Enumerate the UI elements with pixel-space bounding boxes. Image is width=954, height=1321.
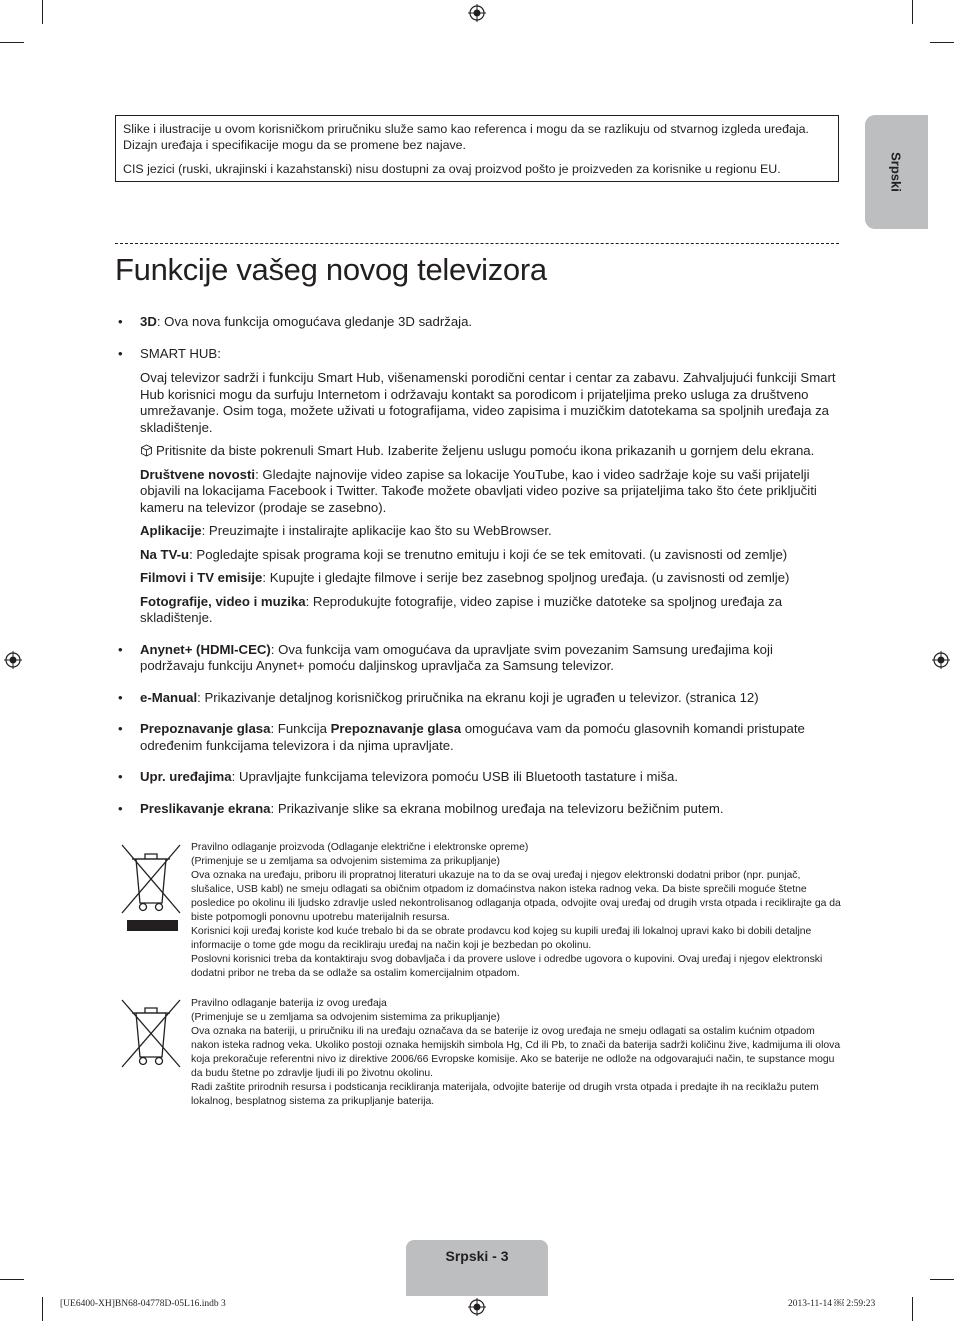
weee-text: Radi zaštite prirodnih resursa i podsticanja recikliranja materijala, odvojite baterije od drugih vrsta otpada i predajte ih na reciklažu putem lokalnog, besplatnog sistema za prikupljanje baterija. <box>191 1082 819 1107</box>
weee-subtitle: (Primenjuje se u zemljama sa odvojenim sistemima za prikupljanje) <box>191 856 500 867</box>
weee-text: Ova oznaka na uređaju, priboru ili propratnoj literaturi ukazuje na to da se ovaj uređaj i njegov elektronski dodatni pribor (npr. punjač, slušalice, USB kabl) ne smeju odlagati sa običnim otpadom iz domaćinstva nakon isteka radnog veka. Da biste sprečili moguće štetne posledice po okolinu ili ljudsko zdravlje usled nekontrolisanog odlaganja otpada, odvojite ovaj uređaj od drugih vrsta otpada i reciklirajte ga da biste potpomogli ponovnu upotrebu materijalnih resursa. <box>191 870 841 923</box>
page-title: Funkcije vašeg novog televizora <box>115 252 547 287</box>
feature-text: : Ova nova funkcija omogućava gledanje 3D sadržaja. <box>156 314 473 329</box>
feature-label: Upr. uređajima <box>140 769 232 784</box>
print-slug-left: [UE6400-XH]BN68-04778D-05L16.indb 3 <box>60 1299 226 1309</box>
feature-label: e-Manual <box>140 689 198 705</box>
smart-hub-button-icon <box>140 444 153 457</box>
crop-mark <box>930 42 954 43</box>
feature-label: Preslikavanje ekrana <box>140 800 271 816</box>
feature-label: Prepoznavanje glasa <box>330 721 462 736</box>
bullet: • <box>118 800 123 816</box>
weee-text: Korisnici koji uređaj koriste kod kuće trebalo bi da se obrate prodavcu kod kojeg su kupili uređaj ili lokalnoj upravi kako bi dobili detaljne informacije o tome gde mogu da recikliraju uređaj na način koji je bezbedan po okolinu. <box>191 926 812 951</box>
registration-mark-icon <box>468 4 486 22</box>
feature-item <box>115 642 837 675</box>
language-tab <box>865 115 928 229</box>
notice-box <box>115 115 839 182</box>
feature-text: : Upravljajte funkcijama televizora pomoću USB ili Bluetooth tastature i miša. <box>231 769 678 784</box>
crossed-bin-icon <box>118 841 184 933</box>
registration-mark-icon <box>4 651 22 669</box>
feature-label: Prepoznavanje glasa <box>140 721 271 736</box>
feature-text: omogućava vam da pomoću glasovnih komandi pristupate određenim funkcijama televizora i da njima upravljate. <box>140 721 805 753</box>
crop-mark <box>930 1279 954 1280</box>
crop-mark <box>0 42 24 43</box>
crop-mark <box>0 1279 24 1280</box>
feature-label: SMART HUB <box>140 345 218 361</box>
feature-text: : Preuzimajte i instalirajte aplikacije kao što su WebBrowser. <box>201 523 552 538</box>
feature-text: : Gledajte najnovije video zapise sa lokacije YouTube, kao i video sadržaje koje su vaši prijatelji objavili na lokacijama Facebook i Twitter. Takođe možete obavljati video pozive sa prijateljima tako što ćete priključiti kameru na televizor (prodaje se zasebno). <box>140 466 817 515</box>
feature-text: : Ova funkcija vam omogućava da upravljate svim povezanim Samsung uređajima koji podržavaju funkciju Anynet+ pomoću daljinskog upravljača za Samsung televizor. <box>140 641 773 673</box>
feature-item <box>115 721 837 754</box>
feature-label: Filmovi i TV emisije <box>140 570 263 585</box>
feature-list <box>115 314 837 832</box>
notice-text: CIS jezici (ruski, ukrajinski i kazahstanski) nisu dostupni za ovaj proizvod pošto je proizveden za korisnike u regionu EU. <box>123 161 781 176</box>
bullet: • <box>118 345 123 361</box>
registration-mark-icon <box>468 1298 486 1316</box>
crop-mark <box>42 1297 43 1321</box>
notice-text: Slike i ilustracije u ovom korisničkom priručniku služe samo kao referenca i mogu da se razlikuju od stvarnog izgleda uređaja. Dizajn uređaja i specifikacije mogu da se promene bez najave. <box>123 122 809 153</box>
feature-text: : <box>217 345 221 361</box>
feature-label: Društvene novosti <box>140 466 256 482</box>
bullet: • <box>118 689 123 705</box>
language-tab-label: Srpski <box>888 152 904 192</box>
feature-label: Na TV-u <box>140 546 190 562</box>
weee-text: Poslovni korisnici treba da kontaktiraju svog dobavljača i da provere uslove i odredbe ugovora o kupovini. Ovaj uređaj i njegov elektronski dodatni pribor ne treba da se odlaže sa ostalim komercijalnim otpadom. <box>191 954 823 979</box>
feature-item <box>115 346 837 627</box>
feature-label: Aplikacije <box>140 523 202 538</box>
feature-label: 3D <box>140 314 157 329</box>
feature-text: : Reprodukujte fotografije, video zapise i muzičke datoteke sa spoljnog uređaja za skladištenje. <box>140 593 783 625</box>
page-number: Srpski - 3 <box>445 1248 509 1264</box>
weee-subtitle: (Primenjuje se u zemljama sa odvojenim sistemima za prikupljanje) <box>191 1012 500 1023</box>
weee-text: Ova oznaka na bateriji, u priručniku ili na uređaju označava da se baterije iz ovog uređaja ne smeju odlagati sa ostalim kućnim otpadom nakon isteka radnog veka. Ukoliko postoji oznaka hemijskih simbola Hg, Cd ili Pb, to znači da baterija sadrži količinu žive, kadmijuma ili olova koja prekoračuje referentni nivo iz direktive 2006/66 Evropske komisije. Ako se baterije ne odlože na odgovarajući način, te supstance mogu da budu štetne po zdravlje ljudi ili po životnu okolinu. <box>191 1026 841 1079</box>
bullet: • <box>118 314 123 329</box>
bullet: • <box>118 769 123 784</box>
section-divider <box>115 243 839 244</box>
feature-text: : Prikazivanje slike sa ekrana mobilnog uređaja na televizoru bežičnim putem. <box>270 800 724 816</box>
bullet: • <box>118 641 123 657</box>
bullet: • <box>118 721 123 736</box>
feature-text: : Kupujte i gledajte filmove i serije bez zasebnog spoljnog uređaja. (u zavisnosti od zemlje) <box>262 570 790 585</box>
feature-text: : Funkcija <box>270 721 331 736</box>
weee-battery-notice <box>118 997 841 1167</box>
feature-item <box>115 690 837 707</box>
feature-item <box>115 314 837 331</box>
crop-mark <box>912 1297 913 1321</box>
weee-product-notice <box>118 841 841 1011</box>
smart-hub-details <box>140 370 837 627</box>
feature-text: : Prikazivanje detaljnog korisničkog priručnika na ekranu koji je ugrađen u televizor. (stranica 12) <box>197 689 759 705</box>
weee-title: Pravilno odlaganje proizvoda (Odlaganje električne i elektronske opreme) <box>191 842 529 853</box>
feature-label: Anynet+ (HDMI-CEC) <box>140 641 271 657</box>
feature-item <box>115 801 837 818</box>
weee-title: Pravilno odlaganje baterija iz ovog uređaja <box>191 998 387 1009</box>
feature-text: : Pogledajte spisak programa koji se trenutno emituju i koji će se tek emitovati. (u zavisnosti od zemlje) <box>189 546 788 562</box>
smart-hub-press-text: Pritisnite da biste pokrenuli Smart Hub. Izaberite željenu uslugu pomoću ikona prikazanih u gornjem delu ekrana. <box>156 443 815 458</box>
crop-mark <box>912 0 913 24</box>
smart-hub-description: Ovaj televizor sadrži i funkciju Smart Hub, višenamenski porodični centar i centar za zabavu. Zahvaljujući funkciji Smart Hub korisnici mogu da surfuju Internetom i održavaju kontakt sa porodicom i prijateljima preko usluga za društveno umrežavanje. Osim toga, možete uživati u fotografijama, video zapisima i muzičkim datotekama sa spoljnih uređaja za skladištenje. <box>140 370 836 435</box>
feature-item <box>115 769 837 786</box>
crossed-bin-icon <box>118 997 184 1072</box>
print-slug-right: 2013-11-14 ￼ 2:59:23 <box>788 1299 876 1309</box>
crop-mark <box>42 0 43 24</box>
feature-label: Fotografije, video i muzika <box>140 593 306 609</box>
registration-mark-icon <box>932 651 950 669</box>
page-number-tab <box>406 1240 548 1296</box>
